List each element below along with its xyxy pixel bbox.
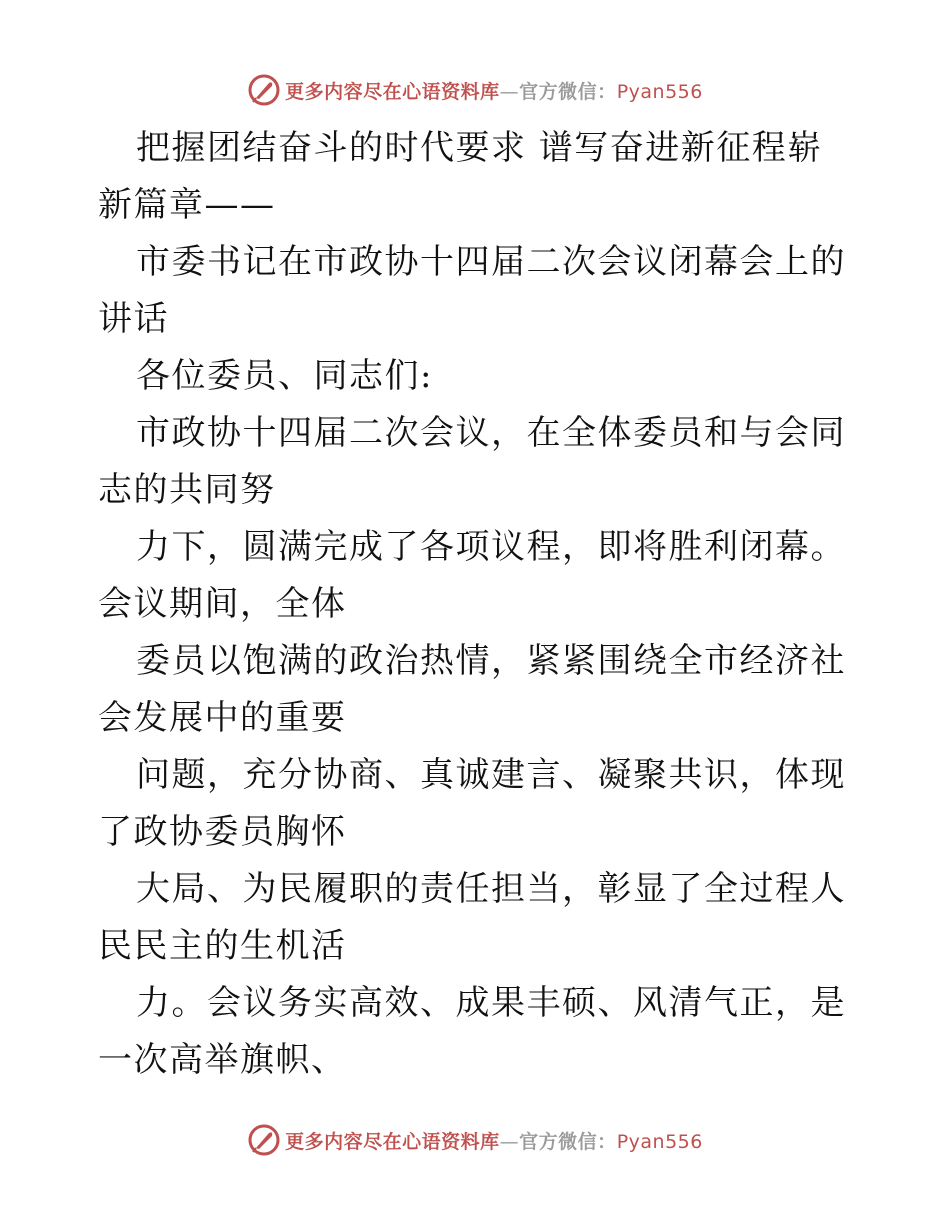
- banner-brand: 更多内容尽在心语资料库: [285, 1130, 500, 1153]
- banner-wechat-id: Pyan556: [616, 1130, 703, 1153]
- title-wrap: 篇章——: [133, 185, 276, 225]
- paragraph-wrap: 民主的生机活: [133, 926, 347, 966]
- paragraph-wrap: 政协委员胸怀: [133, 812, 347, 852]
- banner-official-label: 官方微信：: [519, 1130, 617, 1153]
- feather-pen-circle-icon: [247, 73, 281, 107]
- body-paragraph: [98, 519, 858, 633]
- body-paragraph: [98, 747, 858, 861]
- subtitle-wrap: 话: [133, 299, 169, 339]
- paragraph-line: 市政协十四届二次会议，在全体委员和与会同志: [98, 413, 846, 510]
- body-paragraph: [98, 975, 858, 1089]
- paragraph-wrap: 议期间，全体: [133, 584, 347, 624]
- document-title: [98, 120, 858, 234]
- paragraph-line: 问题，充分协商、真诚建言、凝聚共识，体现了: [98, 755, 846, 852]
- footer-banner: [0, 1118, 950, 1162]
- paragraph-wrap: 发展中的重要: [133, 698, 347, 738]
- paragraph-wrap: 的共同努: [133, 470, 276, 510]
- subtitle-line: 市委书记在市政协十四届二次会议闭幕会上的讲: [98, 242, 846, 339]
- title-line: 把握团结奋斗的时代要求 谱写奋进新征程崭新: [98, 128, 823, 225]
- banner-text: [285, 1127, 703, 1154]
- paragraph-line: 大局、为民履职的责任担当，彰显了全过程人民: [98, 869, 846, 966]
- body-paragraph: [98, 633, 858, 747]
- paragraph-line: 力下，圆满完成了各项议程，即将胜利闭幕。会: [98, 527, 846, 624]
- document-subtitle: [98, 234, 858, 348]
- banner-official-label: 官方微信：: [519, 80, 617, 103]
- banner-separator: —: [499, 80, 520, 103]
- body-paragraph: [98, 405, 858, 519]
- document-body: [98, 120, 858, 1089]
- feather-pen-circle-icon: [247, 1123, 281, 1157]
- paragraph-line: 力。会议务实高效、成果丰硕、风清气正，是一: [98, 983, 846, 1080]
- paragraph-line: 委员以饱满的政治热情，紧紧围绕全市经济社会: [98, 641, 846, 738]
- paragraph-wrap: 次高举旗帜、: [133, 1040, 347, 1080]
- banner-brand: 更多内容尽在心语资料库: [285, 80, 500, 103]
- salutation: 各位委员、同志们:: [136, 356, 433, 396]
- header-banner: [0, 68, 950, 112]
- banner-text: [285, 77, 703, 104]
- banner-separator: —: [499, 1130, 520, 1153]
- body-paragraph: [98, 861, 858, 975]
- banner-wechat-id: Pyan556: [616, 80, 703, 103]
